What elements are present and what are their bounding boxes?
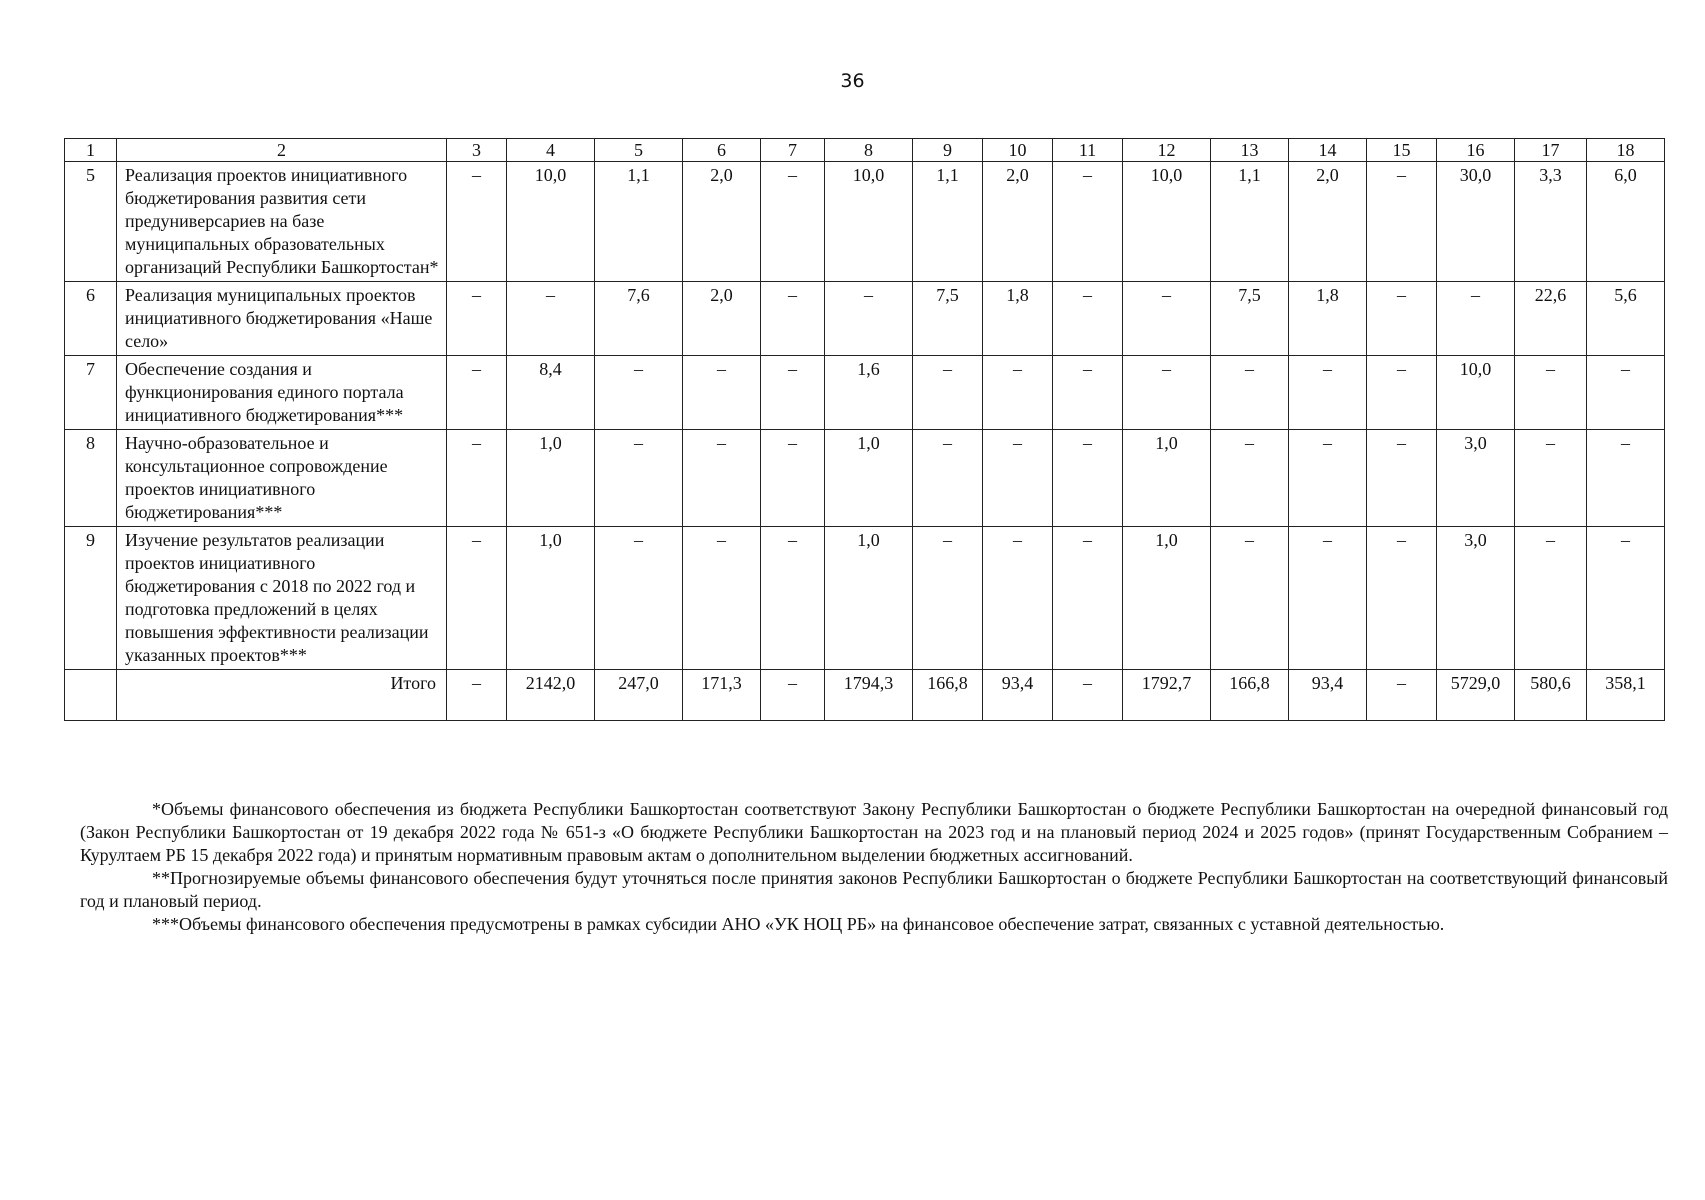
value-cell: – — [761, 430, 825, 527]
column-header: 15 — [1367, 139, 1437, 162]
row-name-cell: Научно-образовательное и консультационное сопровождение проектов инициативного бюджетирования*** — [117, 430, 447, 527]
column-header: 9 — [913, 139, 983, 162]
value-cell: – — [1367, 162, 1437, 282]
value-cell: – — [1515, 430, 1587, 527]
column-header: 1 — [65, 139, 117, 162]
value-cell: – — [1123, 356, 1211, 430]
value-cell: 1,1 — [913, 162, 983, 282]
value-cell: 7,6 — [595, 282, 683, 356]
column-header: 3 — [447, 139, 507, 162]
total-value-cell — [65, 670, 117, 721]
total-value-cell: 93,4 — [983, 670, 1053, 721]
value-cell: 1,0 — [1123, 527, 1211, 670]
column-header: 2 — [117, 139, 447, 162]
row-name-cell: Обеспечение создания и функционирования единого портала инициативного бюджетирования*** — [117, 356, 447, 430]
table-row — [65, 527, 1665, 670]
value-cell: – — [595, 356, 683, 430]
total-value-cell: 166,8 — [913, 670, 983, 721]
value-cell: – — [1289, 356, 1367, 430]
value-cell: – — [595, 430, 683, 527]
value-cell: – — [1587, 527, 1665, 670]
footnote-1: *Объемы финансового обеспечения из бюджета Республики Башкортостан соответствуют Закону Республики Башкортостан о бюджете Республики Башкортостан на очередной финансовый год (Закон Республики Башкортостан от 19 декабря 2022 года № 651-з «О бюджете Республики Башкортостан на 2023 год и на плановый период 2024 и 2025 годов» (принят Государственным Собранием – Курултаем РБ 15 декабря 2022 года) и принятым нормативным правовым актам о дополнительном выделении бюджетных ассигнований. — [80, 799, 1668, 865]
table-header-row — [65, 139, 1665, 162]
row-number-cell: 6 — [65, 282, 117, 356]
total-value-cell: 93,4 — [1289, 670, 1367, 721]
value-cell: – — [1053, 162, 1123, 282]
value-cell: 2,0 — [683, 282, 761, 356]
value-cell: 2,0 — [1289, 162, 1367, 282]
row-name-cell: Реализация проектов инициативного бюджетирования развития сети предуниверсариев на базе муниципальных образовательных организаций Республики Башкортостан* — [117, 162, 447, 282]
table-row — [65, 430, 1665, 527]
value-cell: 3,0 — [1437, 430, 1515, 527]
total-label-cell: Итого — [117, 670, 447, 721]
value-cell: 1,6 — [825, 356, 913, 430]
column-header: 7 — [761, 139, 825, 162]
value-cell: 7,5 — [913, 282, 983, 356]
total-value-cell: 247,0 — [595, 670, 683, 721]
value-cell: – — [1211, 356, 1289, 430]
value-cell: 8,4 — [507, 356, 595, 430]
column-header: 13 — [1211, 139, 1289, 162]
value-cell: – — [761, 282, 825, 356]
table-row — [65, 356, 1665, 430]
total-value-cell: 171,3 — [683, 670, 761, 721]
column-header: 4 — [507, 139, 595, 162]
value-cell: – — [507, 282, 595, 356]
value-cell: 22,6 — [1515, 282, 1587, 356]
total-value-cell: 5729,0 — [1437, 670, 1515, 721]
column-header: 11 — [1053, 139, 1123, 162]
value-cell: – — [761, 527, 825, 670]
value-cell: – — [1515, 527, 1587, 670]
value-cell: 1,0 — [507, 430, 595, 527]
value-cell: 1,8 — [983, 282, 1053, 356]
table-row — [65, 282, 1665, 356]
value-cell: – — [1211, 527, 1289, 670]
total-value-cell: – — [1053, 670, 1123, 721]
value-cell: – — [983, 430, 1053, 527]
value-cell: – — [1289, 430, 1367, 527]
value-cell: 1,1 — [1211, 162, 1289, 282]
value-cell: – — [683, 356, 761, 430]
value-cell: – — [825, 282, 913, 356]
value-cell: – — [447, 356, 507, 430]
total-value-cell: 2142,0 — [507, 670, 595, 721]
column-header: 5 — [595, 139, 683, 162]
value-cell: – — [683, 430, 761, 527]
value-cell: 10,0 — [825, 162, 913, 282]
value-cell: 1,0 — [507, 527, 595, 670]
column-header: 8 — [825, 139, 913, 162]
page-number: 36 — [840, 70, 865, 92]
value-cell: 30,0 — [1437, 162, 1515, 282]
value-cell: – — [1053, 430, 1123, 527]
value-cell: 1,8 — [1289, 282, 1367, 356]
value-cell: – — [1367, 527, 1437, 670]
value-cell: 1,0 — [1123, 430, 1211, 527]
value-cell: – — [447, 282, 507, 356]
value-cell: 2,0 — [983, 162, 1053, 282]
column-header: 6 — [683, 139, 761, 162]
value-cell: – — [447, 527, 507, 670]
value-cell: – — [761, 356, 825, 430]
value-cell: – — [1123, 282, 1211, 356]
value-cell: – — [1367, 430, 1437, 527]
value-cell: – — [913, 527, 983, 670]
footnote-2: **Прогнозируемые объемы финансового обеспечения будут уточняться после принятия законов Республики Башкортостан о бюджете Республики Башкортостан на соответствующий финансовый год и плановый период. — [80, 868, 1668, 911]
value-cell: 10,0 — [1437, 356, 1515, 430]
value-cell: – — [1437, 282, 1515, 356]
value-cell: – — [1515, 356, 1587, 430]
row-number-cell: 7 — [65, 356, 117, 430]
table-row — [65, 162, 1665, 282]
column-header: 16 — [1437, 139, 1515, 162]
row-number-cell: 9 — [65, 527, 117, 670]
value-cell: – — [983, 527, 1053, 670]
value-cell: – — [1587, 430, 1665, 527]
value-cell: – — [1053, 282, 1123, 356]
value-cell: – — [1367, 356, 1437, 430]
row-name-cell: Реализация муниципальных проектов инициативного бюджетирования «Наше село» — [117, 282, 447, 356]
row-number-cell: 8 — [65, 430, 117, 527]
value-cell: 1,0 — [825, 430, 913, 527]
value-cell: – — [595, 527, 683, 670]
value-cell: – — [1053, 527, 1123, 670]
total-value-cell: 358,1 — [1587, 670, 1665, 721]
value-cell: – — [913, 430, 983, 527]
value-cell: – — [447, 430, 507, 527]
value-cell: 3,3 — [1515, 162, 1587, 282]
total-value-cell: 1794,3 — [825, 670, 913, 721]
value-cell: – — [761, 162, 825, 282]
value-cell: – — [913, 356, 983, 430]
value-cell: 5,6 — [1587, 282, 1665, 356]
row-name-cell: Изучение результатов реализации проектов инициативного бюджетирования с 2018 по 2022 год и подготовка предложений в целях повышения эффективности реализации указанных проектов*** — [117, 527, 447, 670]
column-header: 18 — [1587, 139, 1665, 162]
value-cell: 10,0 — [1123, 162, 1211, 282]
footnotes — [80, 798, 1668, 936]
value-cell: 10,0 — [507, 162, 595, 282]
value-cell: 7,5 — [1211, 282, 1289, 356]
total-value-cell: 166,8 — [1211, 670, 1289, 721]
total-value-cell: – — [1367, 670, 1437, 721]
value-cell: 1,1 — [595, 162, 683, 282]
value-cell: – — [447, 162, 507, 282]
column-header: 14 — [1289, 139, 1367, 162]
value-cell: 2,0 — [683, 162, 761, 282]
value-cell: 3,0 — [1437, 527, 1515, 670]
row-number-cell: 5 — [65, 162, 117, 282]
column-header: 17 — [1515, 139, 1587, 162]
footnote-3: ***Объемы финансового обеспечения предусмотрены в рамках субсидии АНО «УК НОЦ РБ» на финансовое обеспечение затрат, связанных с уставной деятельностью. — [152, 914, 1445, 934]
total-value-cell: 580,6 — [1515, 670, 1587, 721]
value-cell: – — [1053, 356, 1123, 430]
value-cell: – — [1211, 430, 1289, 527]
total-row — [65, 670, 1665, 721]
total-value-cell: – — [447, 670, 507, 721]
value-cell: – — [1367, 282, 1437, 356]
value-cell: – — [683, 527, 761, 670]
total-value-cell: 1792,7 — [1123, 670, 1211, 721]
value-cell: 1,0 — [825, 527, 913, 670]
value-cell: 6,0 — [1587, 162, 1665, 282]
value-cell: – — [1587, 356, 1665, 430]
column-header: 12 — [1123, 139, 1211, 162]
value-cell: – — [983, 356, 1053, 430]
budget-table — [64, 138, 1665, 721]
column-header: 10 — [983, 139, 1053, 162]
value-cell: – — [1289, 527, 1367, 670]
total-value-cell: – — [761, 670, 825, 721]
